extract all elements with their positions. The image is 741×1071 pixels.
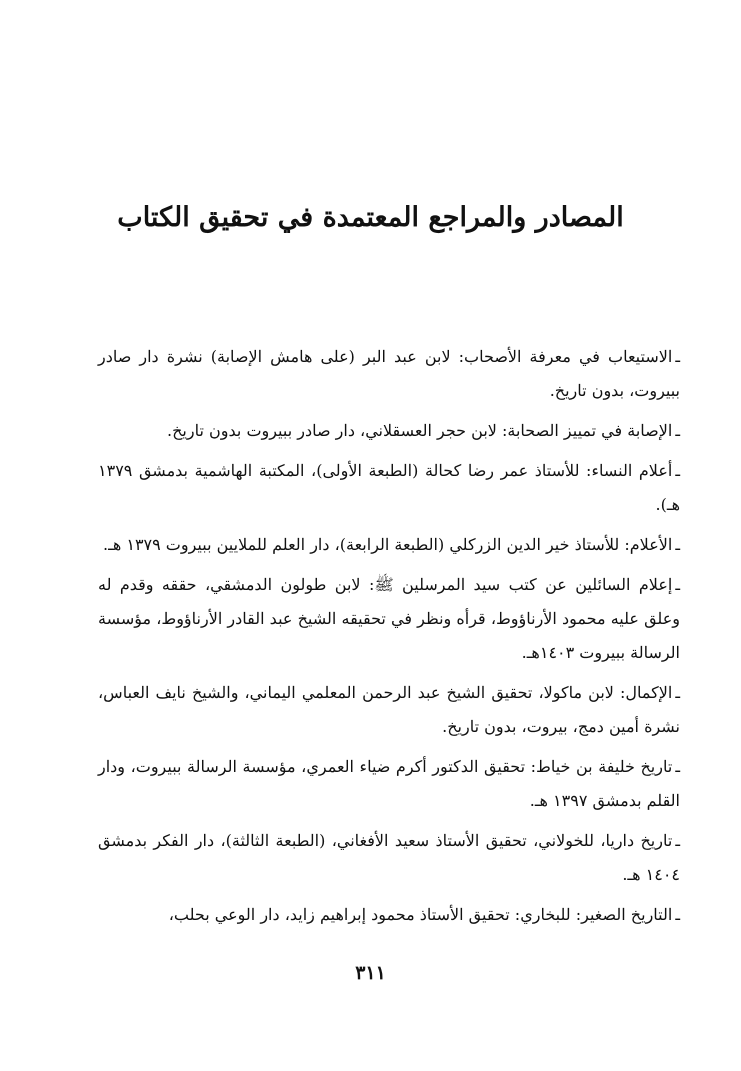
bibliography-entry: ـإعلام السائلين عن كتب سيد المرسلين ﷺ: لابن طولون الدمشقي، حققه وقدم له وعلق عليه محمود الأرناؤوط، قرأه ونظر في تحقيقه الشيخ عبد القادر الأرناؤوط، مؤسسة الرسالة ببيروت ١٤٠٣هـ. [98,575,680,662]
bibliography-entry: ـتاريخ داريا، للخولاني، تحقيق الأستاذ سعيد الأفغاني، (الطبعة الثالثة)، دار الفكر بدمشق ١٤٠٤ هـ. [98,831,680,884]
bibliography-entry: ـالاستيعاب في معرفة الأصحاب: لابن عبد البر (على هامش الإصابة) نشرة دار صادر ببيروت، بدون تاريخ. [98,347,680,400]
page-number: ٣١١ [355,962,386,984]
bibliography-entry: ـالتاريخ الصغير: للبخاري: تحقيق الأستاذ محمود إبراهيم زايد، دار الوعي بحلب، [168,905,680,924]
bibliography-entry: ـتاريخ خليفة بن خياط: تحقيق الدكتور أكرم ضياء العمري، مؤسسة الرسالة ببيروت، ودار القلم بدمشق ١٣٩٧ هـ. [98,757,680,810]
bibliography-entry: ـأعلام النساء: للأستاذ عمر رضا كحالة (الطبعة الأولى)، المكتبة الهاشمية بدمشق ١٣٧٩ هـ). [98,461,680,514]
page-title: المصادر والمراجع المعتمدة في تحقيق الكتاب [117,202,624,233]
bibliography-entry: ـالإكمال: لابن ماكولا، تحقيق الشيخ عبد الرحمن المعلمي اليماني، والشيخ نايف العباس، نشرة أمين دمج، بيروت، بدون تاريخ. [98,683,680,736]
bibliography-entry: ـالإصابة في تمييز الصحابة: لابن حجر العسقلاني، دار صادر ببيروت بدون تاريخ. [167,421,680,440]
bibliography-entry: ـالأعلام: للأستاذ خير الدين الزركلي (الطبعة الرابعة)، دار العلم للملايين ببيروت ١٣٧٩ هـ. [103,535,680,554]
bibliography-list [98,340,680,938]
